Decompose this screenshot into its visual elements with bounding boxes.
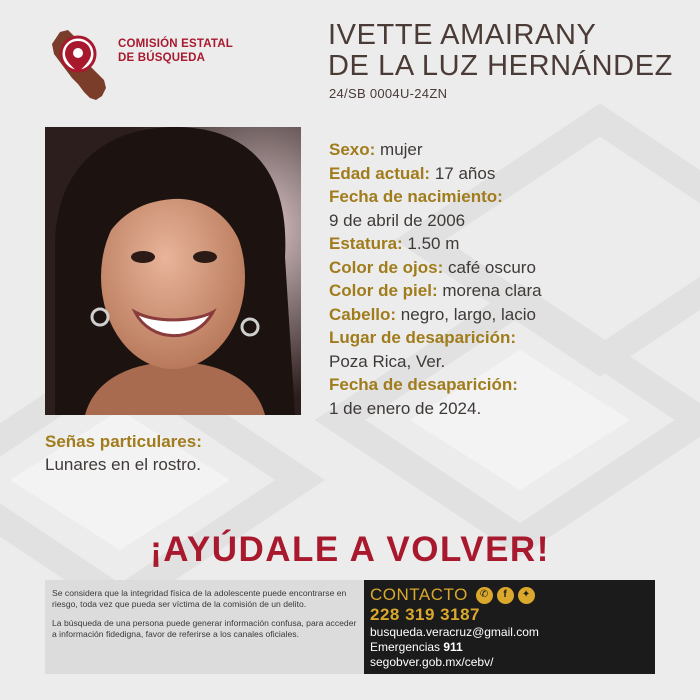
facebook-icon[interactable]: f [497,587,514,604]
social-icons [476,587,535,604]
details-list [329,138,689,420]
logo-line-1: COMISIÓN ESTATAL [118,38,233,50]
name-line-2: DE LA LUZ HERNÁNDEZ [328,50,673,82]
person-name [328,20,698,82]
contact-phone[interactable]: 228 319 3187 [370,605,480,624]
detail-cabello: Cabello: negro, largo, lacio [329,304,536,324]
whatsapp-icon[interactable]: ✆ [476,587,493,604]
veracruz-map-pin-icon [52,30,106,100]
detail-color-piel: Color de piel: morena clara [329,281,542,300]
detail-edad: Edad actual: 17 años [329,163,496,183]
senas-label: Señas particulares: [45,432,202,451]
headline: ¡AYÚDALE A VOLVER! [150,530,550,569]
detail-color-ojos: Color de ojos: café oscuro [329,257,536,277]
disclaimer-paragraph-2: La búsqueda de una persona puede generar información confusa, para acceder a información fidedigna, favor de referirse a los canales oficiales. [52,618,357,639]
twitter-icon[interactable]: ✦ [518,587,535,604]
logo-text [118,37,278,65]
case-id: 24/SB 0004U-24ZN [329,86,448,101]
disclaimer-box [45,580,365,674]
detail-fecha-nacimiento-label: Fecha de nacimiento: [329,187,503,206]
detail-fecha-desaparicion-label: Fecha de desaparición: [329,375,518,394]
detail-lugar-value: Poza Rica, Ver. [329,351,446,371]
detail-sexo: Sexo: mujer [329,140,423,159]
contact-box [364,580,655,674]
portrait-photo [45,127,301,415]
detail-lugar-label: Lugar de desaparición: [329,328,517,347]
detail-estatura: Estatura: 1.50 m [329,234,460,253]
senas-particulares [45,430,315,476]
detail-fecha-desaparicion-value: 1 de enero de 2024. [329,398,482,418]
logo-line-2: DE BÚSQUEDA [118,52,206,64]
name-line-1: IVETTE AMAIRANY [328,19,597,51]
contact-website[interactable]: segobver.gob.mx/cebv/ [370,655,494,669]
senas-value: Lunares en el rostro. [45,455,201,474]
contact-emergency: Emergencias 911 [370,640,463,654]
detail-fecha-nacimiento-value: 9 de abril de 2006 [329,210,466,230]
emergency-number[interactable]: 911 [443,640,463,654]
contact-title-row [370,585,655,605]
contact-email[interactable]: busqueda.veracruz@gmail.com [370,625,539,639]
disclaimer-paragraph-1: Se considera que la integridad física de la adolescente puede encontrarse en riesgo, toda vez que pueda ser víctima de la comisión de un delito. [52,588,347,609]
contact-title: CONTACTO [370,585,468,604]
